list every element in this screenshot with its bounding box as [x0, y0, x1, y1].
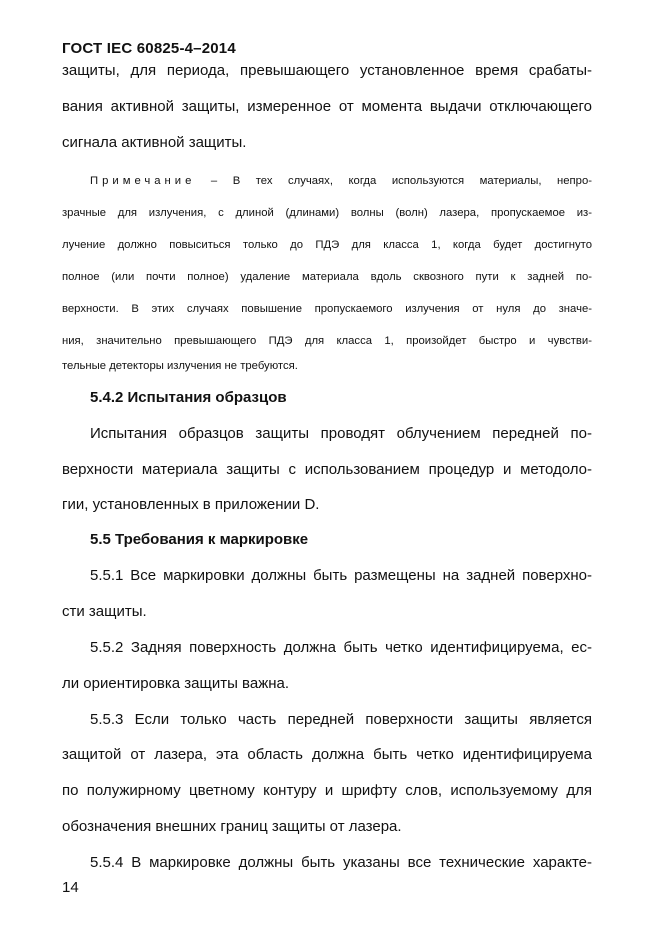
note-line: тельные детекторы излучения не требуются. [62, 360, 298, 372]
section-heading-5-4-2: 5.4.2 Испытания образцов [90, 389, 287, 406]
note-label: Примечание [90, 175, 196, 187]
paragraph-line: вания активной защиты, измеренное от момента выдачи отключающего [62, 98, 592, 115]
section-heading-5-5: 5.5 Требования к маркировке [90, 531, 309, 548]
note-line: верхности. В этих случаях повышение пропускаемого излучения от нуля до значе- [62, 303, 592, 315]
paragraph-line: Испытания образцов защиты проводят облучением передней по- [90, 425, 592, 442]
paragraph-line: защитой от лазера, эта область должна быть четко идентифицируема [62, 746, 592, 763]
note-text: – В тех случаях, когда используются материалы, непро- [210, 175, 592, 187]
paragraph-line: 5.5.3 Если только часть передней поверхности защиты является [90, 711, 592, 728]
paragraph-line: по полужирному цветному контуру и шрифту слов, используемому для [62, 782, 592, 799]
paragraph-line: обозначения внешних границ защиты от лазера. [62, 818, 402, 835]
note-line: лучение должно повыситься только до ПДЭ для класса 1, когда будет достигнуто [62, 239, 592, 251]
note-line: полное (или почти полное) удаление материала вдоль сквозного пути к задней по- [62, 271, 592, 283]
paragraph-line: гии, установленных в приложении D. [62, 496, 320, 513]
paragraph-line: ли ориентировка защиты важна. [62, 675, 290, 692]
paragraph-line: верхности материала защиты с использованием процедур и методоло- [62, 461, 592, 478]
paragraph-line: защиты, для периода, превышающего установленное время срабаты- [62, 62, 592, 79]
paragraph-line: сти защиты. [62, 603, 147, 620]
note-first-line [90, 172, 592, 190]
paragraph-line: 5.5.2 Задняя поверхность должна быть четко идентифицируема, ес- [90, 639, 592, 656]
document-header: ГОСТ IEC 60825-4–2014 [62, 40, 236, 57]
paragraph-line: 5.5.4 В маркировке должны быть указаны все технические характе- [90, 854, 592, 871]
note-line: зрачные для излучения, с длиной (длинами) волны (волн) лазера, пропускаемое из- [62, 207, 592, 219]
page-number: 14 [62, 879, 79, 896]
note-line: ния, значительно превышающего ПДЭ для класса 1, произойдет быстро и чувстви- [62, 335, 592, 347]
paragraph-line: сигнала активной защиты. [62, 134, 247, 151]
paragraph-line: 5.5.1 Все маркировки должны быть размещены на задней поверхно- [90, 567, 592, 584]
